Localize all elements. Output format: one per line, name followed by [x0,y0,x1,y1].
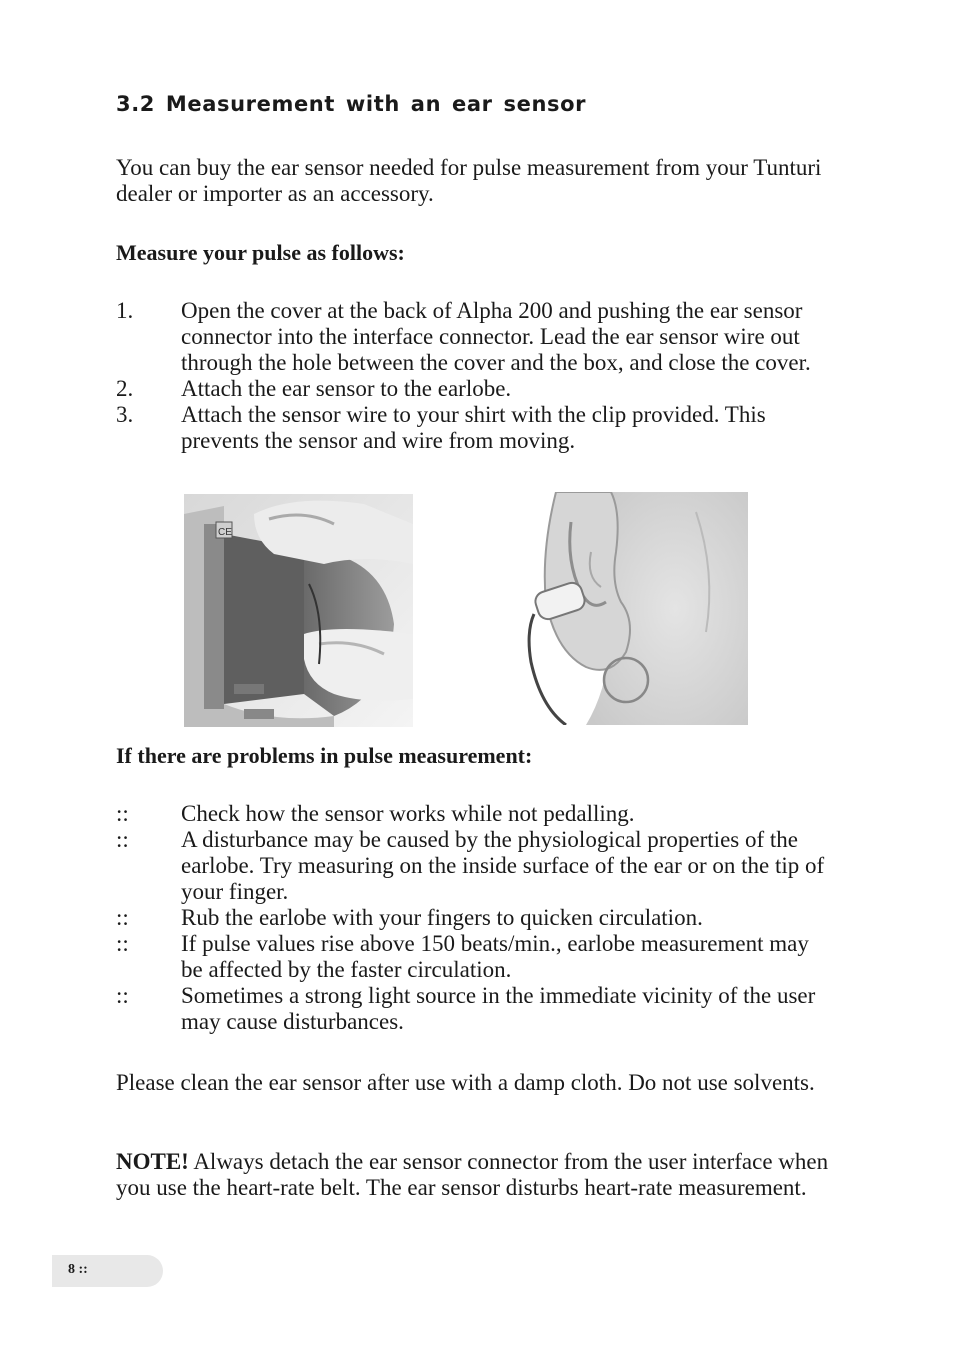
step-text: Attach the ear sensor to the earlobe. [181,376,512,401]
ce-mark-icon: CE [218,527,232,538]
list-item [116,931,836,983]
problem-text: If pulse values rise above 150 beats/min., earlobe measurement may be affected by the faster circulation. [181,931,809,982]
intro-paragraph: You can buy the ear sensor needed for pulse measurement from your Tunturi dealer or importer as an accessory. [116,155,822,206]
bullet-marker: :: [116,931,129,956]
note-text: Always detach the ear sensor connector from the user interface when you use the heart-rate belt. The ear sensor disturbs heart-rate measurement. [116,1149,829,1200]
connector-photo [184,494,413,727]
cleaning-paragraph: Please clean the ear sensor after use with a damp cloth. Do not use solvents. [116,1070,815,1095]
section-heading: 3.2 Measurement with an ear sensor [116,92,587,116]
list-item [116,983,836,1035]
steps-heading: Measure your pulse as follows: [116,240,405,265]
problems-list [116,801,836,1035]
list-item [116,298,836,376]
bullet-marker: :: [116,801,129,826]
steps-list [116,298,836,454]
list-item [116,827,836,905]
list-item [116,402,836,454]
list-item [116,801,836,827]
step-number: 2. [116,376,134,401]
problem-text: Sometimes a strong light source in the immediate vicinity of the user may cause disturbances. [181,983,816,1034]
page-number: 8 :: [68,1262,88,1277]
note-label: NOTE! [116,1149,189,1174]
note-paragraph [116,1149,836,1201]
step-text: Open the cover at the back of Alpha 200 and pushing the ear sensor connector into the interface connector. Lead the ear sensor wire out through the hole between the cover and the box, and close the cover. [181,298,811,375]
problem-text: A disturbance may be caused by the physiological properties of the earlobe. Try measuring on the inside surface of the ear or on the tip of your finger. [181,827,825,904]
bullet-marker: :: [116,905,129,930]
step-number: 3. [116,402,134,427]
list-item [116,905,836,931]
problems-heading: If there are problems in pulse measurement: [116,743,533,768]
problem-text: Check how the sensor works while not pedalling. [181,801,635,826]
bullet-marker: :: [116,827,129,852]
problem-text: Rub the earlobe with your fingers to quicken circulation. [181,905,703,930]
bullet-marker: :: [116,983,129,1008]
step-number: 1. [116,298,134,323]
list-item [116,376,836,402]
step-text: Attach the sensor wire to your shirt with the clip provided. This prevents the sensor and wire from moving. [181,402,766,453]
ear-sensor-photo [516,492,748,725]
